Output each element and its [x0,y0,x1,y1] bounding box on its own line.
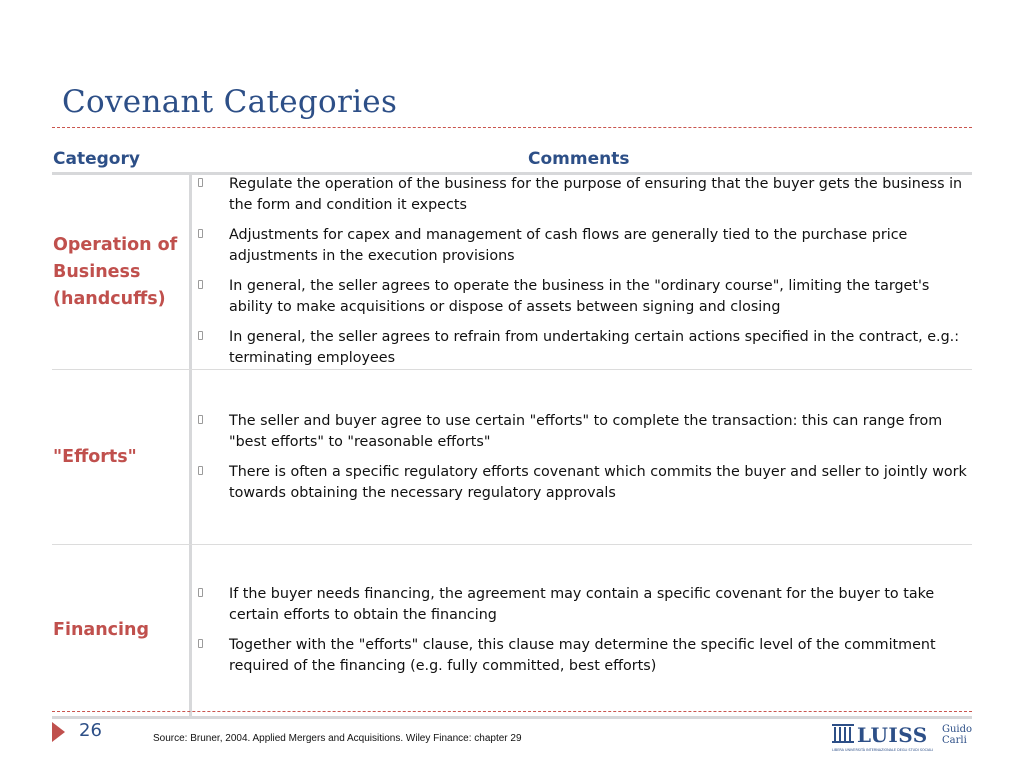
bullet-icon [198,331,203,340]
bullet-icon [198,280,203,289]
slide-title: Covenant Categories [62,84,398,120]
comments-operation-of-business [198,173,970,369]
list-item: The seller and buyer agree to use certain "efforts" to complete the transaction: this can range from "best efforts" to "reasonable efforts" [198,411,970,453]
logo-wordmark: LUISS [857,723,928,747]
bullet-list [198,584,970,677]
category-line: Operation of [53,234,178,255]
page-number: 26 [79,720,102,741]
comments-efforts [198,370,970,544]
bullet-icon [198,639,203,648]
bullet-icon [198,229,203,238]
list-item: Regulate the operation of the business for the purpose of ensuring that the buyer gets the business in the form and condition it expects [198,174,970,216]
category-line: Financing [53,620,150,640]
category-efforts [53,370,137,544]
list-item: If the buyer needs financing, the agreement may contain a specific covenant for the buyer to take certain efforts to obtain the financing [198,584,970,626]
source-citation: Source: Bruner, 2004. Applied Mergers and Acquisitions. Wiley Finance: chapter 29 [153,733,522,744]
bullet-icon [198,466,203,475]
category-financing [53,545,149,716]
category-line: "Efforts" [53,446,137,467]
bullet-list [198,174,970,369]
bullet-icon [198,178,203,187]
category-line: Business [53,261,141,282]
title-divider [52,127,972,128]
logo-suffix-top: Guido [942,724,972,735]
column-divider [189,175,192,718]
list-item: Adjustments for capex and management of cash flows are generally tied to the purchase price adjustments in the execution provisions [198,225,970,267]
bullet-list [198,411,970,504]
bullet-icon [198,588,203,597]
table-bottom-rule [52,716,972,719]
list-item: There is often a specific regulatory efforts covenant which commits the buyer and seller to jointly work towards obtaining the necessary regulatory approvals [198,462,970,504]
play-arrow-icon [52,722,65,742]
column-header-comments: Comments [528,149,630,169]
category-operation-of-business [53,175,177,369]
logo-suffix-bottom: Carli [942,735,967,746]
column-header-category: Category [53,149,140,169]
comments-financing [198,545,970,716]
category-line: (handcuffs) [53,288,166,309]
logo-tagline: LIBERA UNIVERSITÀ INTERNAZIONALE DEGLI STUDI SOCIALI [832,748,934,752]
footer-divider [52,711,972,712]
columns-icon [832,724,854,743]
list-item: In general, the seller agrees to operate the business in the "ordinary course", limiting the target's ability to make acquisitions or dispose of assets between signing and closing [198,276,970,318]
list-item: In general, the seller agrees to refrain from undertaking certain actions specified in the contract, e.g.: terminating employees [198,327,970,369]
luiss-logo [830,720,972,754]
bullet-icon [198,415,203,424]
list-item: Together with the "efforts" clause, this clause may determine the specific level of the commitment required of the financing (e.g. fully committed, best efforts) [198,635,970,677]
